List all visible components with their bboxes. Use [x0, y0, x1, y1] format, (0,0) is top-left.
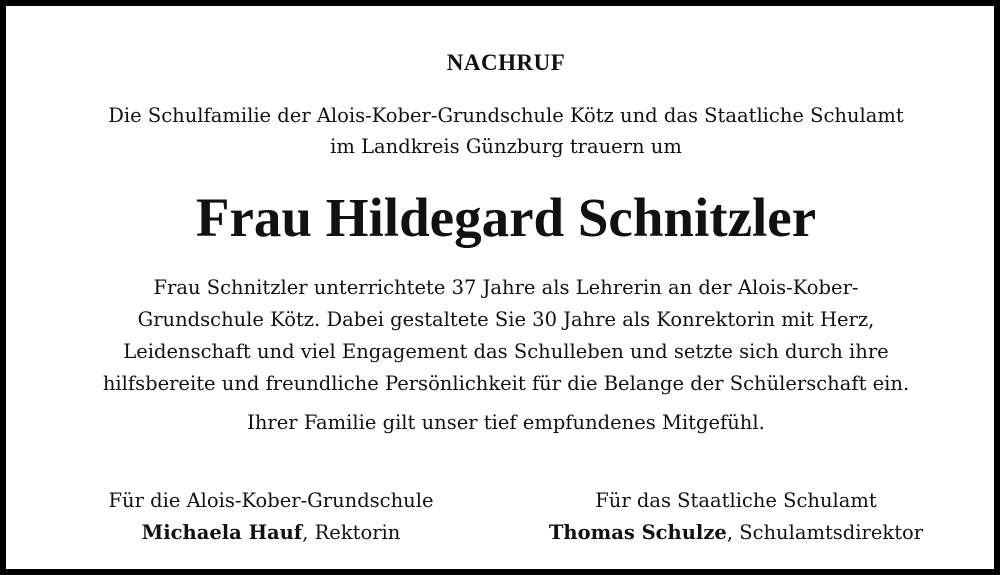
signature-block-schulamt — [506, 485, 966, 549]
body-text — [6, 272, 1000, 400]
signature-title: , Schulamtsdirektor — [726, 521, 924, 544]
signature-person — [36, 517, 506, 549]
signature-title: , Rektorin — [302, 521, 401, 544]
deceased-name: Frau Hildegard Schnitzler — [195, 187, 817, 248]
signature-name: Thomas Schulze — [548, 521, 727, 544]
signature-organization: Für die Alois-Kober-Grundschule — [108, 489, 434, 512]
sympathy-line: Ihrer Familie gilt unser tief empfundenes Mitgefühl. — [247, 411, 765, 434]
signature-block-school — [36, 485, 506, 549]
body-line: Leidenschaft und viel Engagement das Schulleben und setzte sich durch ihre — [123, 340, 889, 363]
intro-line: Die Schulfamilie der Alois-Kober-Grundschule Kötz und das Staatliche Schulamt — [108, 104, 904, 127]
intro-text — [6, 100, 1000, 162]
body-line: hilfsbereite und freundliche Persönlichkeit für die Belange der Schülerschaft ein. — [102, 372, 910, 395]
body-line: Grundschule Kötz. Dabei gestaltete Sie 30 Jahre als Konrektorin mit Herz, — [137, 308, 875, 331]
signature-name: Michaela Hauf — [141, 521, 303, 544]
body-line: Frau Schnitzler unterrichtete 37 Jahre als Lehrerin an der Alois-Kober- — [153, 276, 859, 299]
signature-organization: Für das Staatliche Schulamt — [595, 489, 877, 512]
signature-person — [506, 517, 966, 549]
intro-line: im Landkreis Günzburg trauern um — [330, 135, 682, 158]
heading: NACHRUF — [446, 50, 566, 75]
